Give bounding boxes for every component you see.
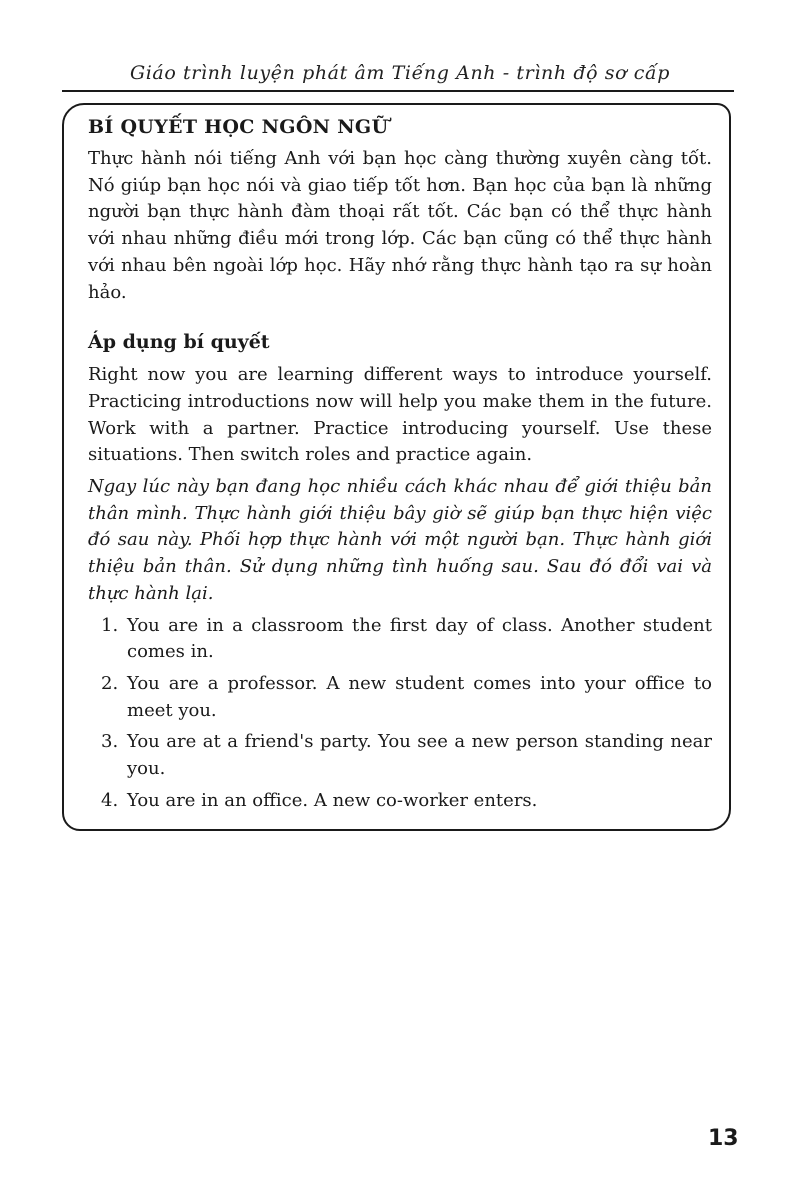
situation-text: You are at a friend's party. You see a new person standing near you. (127, 731, 712, 780)
situation-list (88, 613, 712, 815)
page-number: 13 (708, 1126, 739, 1151)
running-header: Giáo trình luyện phát âm Tiếng Anh - trình độ sơ cấp (129, 62, 671, 84)
header-rule (62, 90, 734, 92)
tip-box-content (88, 108, 712, 819)
exercise-instructions-vietnamese: Ngay lúc này bạn đang học nhiều cách khác nhau để giới thiệu bản thân mình. Thực hành giới thiệu bây giờ sẽ giúp bạn thực hiện việc đó sau này. Phối hợp thực hành với một người bạn. Thực hành giới thiệu bản thân. Sử dụng những tình huống sau. Sau đó đổi vai và thực hành lại. (88, 476, 712, 604)
situation-text: You are a professor. A new student comes into your office to meet you. (127, 672, 712, 721)
situation-item (88, 788, 712, 815)
situation-number: 1. (101, 614, 119, 636)
situation-number: 3. (101, 731, 119, 753)
situation-text: You are in an office. A new co-worker enters. (127, 789, 538, 811)
apply-tip-heading: Áp dụng bí quyết (88, 331, 270, 354)
situation-number: 4. (101, 789, 119, 811)
exercise-instructions-english: Right now you are learning different ways to introduce yourself. Practicing introductions now will help you make them in the future. Work with a partner. Practice introducing yourself. Use these situations. Then switch roles and practice again. (88, 364, 712, 466)
situation-number: 2. (101, 672, 119, 694)
tip-intro-paragraph: Thực hành nói tiếng Anh với bạn học càng thường xuyên càng tốt. Nó giúp bạn học nói và giao tiếp tốt hơn. Bạn học của bạn là những người bạn thực hành đàm thoại rất tốt. Các bạn có thể thực hành với nhau những điều mới trong lớp. Các bạn cũng có thể thực hành với nhau bên ngoài lớp học. Hãy nhớ rằng thực hành tạo ra sự hoàn hảo. (88, 148, 712, 303)
situation-item (88, 671, 712, 724)
situation-item (88, 613, 712, 666)
situation-item (88, 729, 712, 782)
tip-box-title: BÍ QUYẾT HỌC NGÔN NGỮ (88, 116, 389, 138)
situation-text: You are in a classroom the first day of class. Another student comes in. (127, 614, 712, 663)
